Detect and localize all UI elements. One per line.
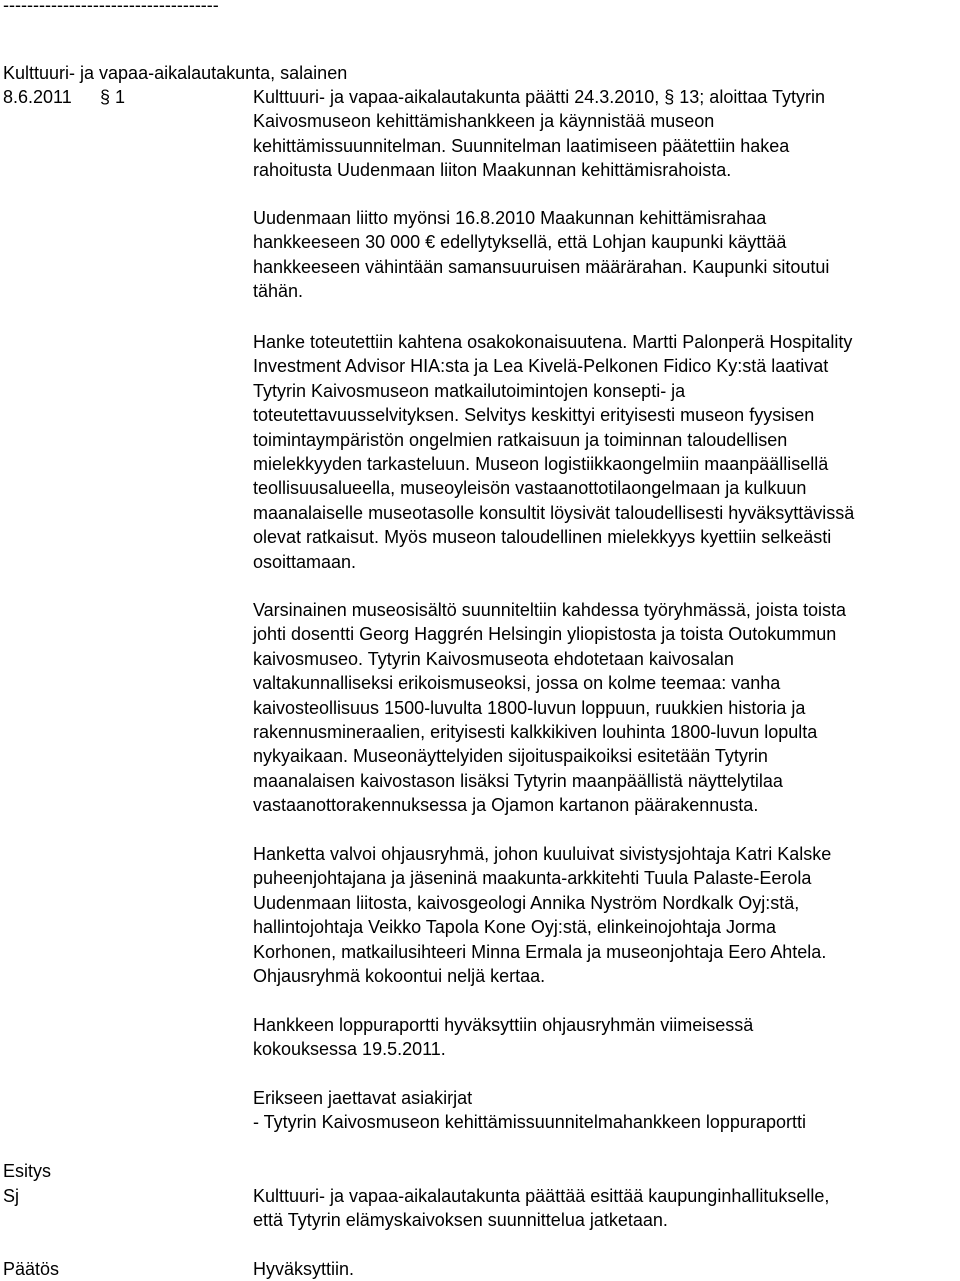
intro-line: Kulttuuri- ja vapaa-aikalautakunta päätti 24.3.2010, § 13; aloittaa Tytyrin bbox=[253, 87, 826, 107]
content-line: maanalaisen kaivostason lisäksi Tytyrin maanpäällistä näyttelytilaa bbox=[253, 770, 783, 791]
proposal-sublabel: Sj bbox=[3, 1186, 20, 1206]
proposal-text bbox=[253, 1184, 829, 1233]
content-paragraph bbox=[253, 598, 846, 818]
approval-paragraph bbox=[253, 1013, 753, 1062]
steering-line: Korhonen, matkailusihteeri Minna Ermala ja museonjohtaja Eero Ahtela. bbox=[253, 941, 827, 962]
attachment-item: - Tytyrin Kaivosmuseon kehittämissuunnitelmahankkeen loppuraportti bbox=[253, 1112, 806, 1132]
implementation-line: Tytyrin Kaivosmuseon matkailutoimintojen konsepti- ja bbox=[253, 380, 686, 401]
intro-line: kehittämissuunnitelman. Suunnitelman laatimiseen päätettiin hakea bbox=[253, 135, 790, 156]
content-line: nykyaikaan. Museonäyttelyiden sijoituspaikoiksi esitetään Tytyrin bbox=[253, 746, 768, 767]
content-line: rakennusmineraalien, erityisesti kalkkikiven louhinta 1800-luvun lopulta bbox=[253, 722, 818, 743]
steering-line: hallintojohtaja Veikko Tapola Kone Oyj:stä, elinkeinojohtaja Jorma bbox=[253, 917, 776, 938]
steering-line: puheenjohtajana ja jäseninä maakunta-arkkitehti Tuula Palaste-Eerola bbox=[253, 868, 812, 889]
meeting-date: 8.6.2011 bbox=[3, 87, 72, 107]
implementation-line: Investment Advisor HIA:sta ja Lea Kivelä-Pelkonen Fidico Ky:stä laativat bbox=[253, 356, 829, 377]
implementation-line: mielekkyyden tarkasteluun. Museon logistiikkaongelmiin maanpäällisellä bbox=[253, 454, 829, 475]
approval-line: Hankkeen loppuraportti hyväksyttiin ohjausryhmän viimeisessä bbox=[253, 1015, 754, 1035]
section-number: § 1 bbox=[100, 87, 126, 107]
implementation-line: maanalaiselle museotasolle konsultit löysivät taloudellisesti hyväksyttävissä bbox=[253, 502, 855, 523]
decision-label: Päätös bbox=[3, 1259, 60, 1279]
content-line: vastaanottorakennuksessa ja Ojamon kartanon päärakennusta. bbox=[253, 795, 759, 816]
separator-line: ------------------------------------ bbox=[3, 0, 219, 15]
proposal-label: Esitys bbox=[3, 1161, 52, 1181]
funding-line: hankkeeseen 30 000 € edellytyksellä, että Lohjan kaupunki käyttää bbox=[253, 232, 787, 253]
funding-line: Uudenmaan liitto myönsi 16.8.2010 Maakunnan kehittämisrahaa bbox=[253, 208, 767, 228]
implementation-line: toimintaympäristön ongelmien ratkaisuun ja toiminnan taloudellisen bbox=[253, 429, 788, 450]
intro-paragraph bbox=[253, 85, 825, 183]
implementation-line: teollisuusalueella, museoyleisön vastaanottotilaongelmaan ja kulkuun bbox=[253, 478, 807, 499]
content-line: kaivosmuseo. Tytyrin Kaivosmuseota ehdotetaan kaivosalan bbox=[253, 648, 734, 669]
content-line: johti dosentti Georg Haggrén Helsingin yliopistosta ja toista Outokummun bbox=[253, 624, 837, 645]
funding-line: hankkeeseen vähintään samansuuruisen määrärahan. Kaupunki sitoutui bbox=[253, 256, 830, 277]
attachments-heading: Erikseen jaettavat asiakirjat bbox=[253, 1088, 473, 1108]
implementation-line: olevat ratkaisut. Myös museon taloudellinen mielekkyys kyettiin selkeästi bbox=[253, 527, 832, 548]
proposal-line: että Tytyrin elämyskaivoksen suunnittelua jatketaan. bbox=[253, 1210, 668, 1231]
steering-line: Ohjausryhmä kokoontui neljä kertaa. bbox=[253, 966, 546, 987]
approval-line: kokouksessa 19.5.2011. bbox=[253, 1039, 446, 1060]
steering-group-paragraph bbox=[253, 842, 831, 988]
steering-line: Hanketta valvoi ohjausryhmä, johon kuuluivat sivistysjohtaja Katri Kalske bbox=[253, 844, 832, 864]
content-line: kaivosteollisuus 1500-luvulta 1800-luvun loppuun, ruukkien historia ja bbox=[253, 697, 806, 718]
decision-text: Hyväksyttiin. bbox=[253, 1259, 355, 1279]
implementation-line: toteutettavuusselvityksen. Selvitys keskittyi erityisesti museon fyysisen bbox=[253, 405, 815, 426]
steering-line: Uudenmaan liitosta, kaivosgeologi Annika Nyström Nordkalk Oyj:stä, bbox=[253, 892, 800, 913]
funding-line: tähän. bbox=[253, 281, 304, 302]
implementation-paragraph bbox=[253, 330, 854, 574]
content-line: valtakunnalliseksi erikoismuseoksi, jossa on kolme teemaa: vanha bbox=[253, 673, 781, 694]
implementation-line: osoittamaan. bbox=[253, 551, 357, 572]
intro-line: rahoitusta Uudenmaan liiton Maakunnan kehittämisrahoista. bbox=[253, 160, 732, 181]
implementation-line: Hanke toteutettiin kahtena osakokonaisuutena. Martti Palonperä Hospitality bbox=[253, 332, 853, 352]
funding-paragraph bbox=[253, 206, 829, 304]
committee-title: Kulttuuri- ja vapaa-aikalautakunta, salainen bbox=[3, 63, 348, 83]
intro-line: Kaivosmuseon kehittämishankkeen ja käynnistää museon bbox=[253, 111, 715, 132]
proposal-line: Kulttuuri- ja vapaa-aikalautakunta päättää esittää kaupunginhallitukselle, bbox=[253, 1186, 830, 1206]
content-line: Varsinainen museosisältö suunniteltiin kahdessa työryhmässä, joista toista bbox=[253, 600, 846, 620]
